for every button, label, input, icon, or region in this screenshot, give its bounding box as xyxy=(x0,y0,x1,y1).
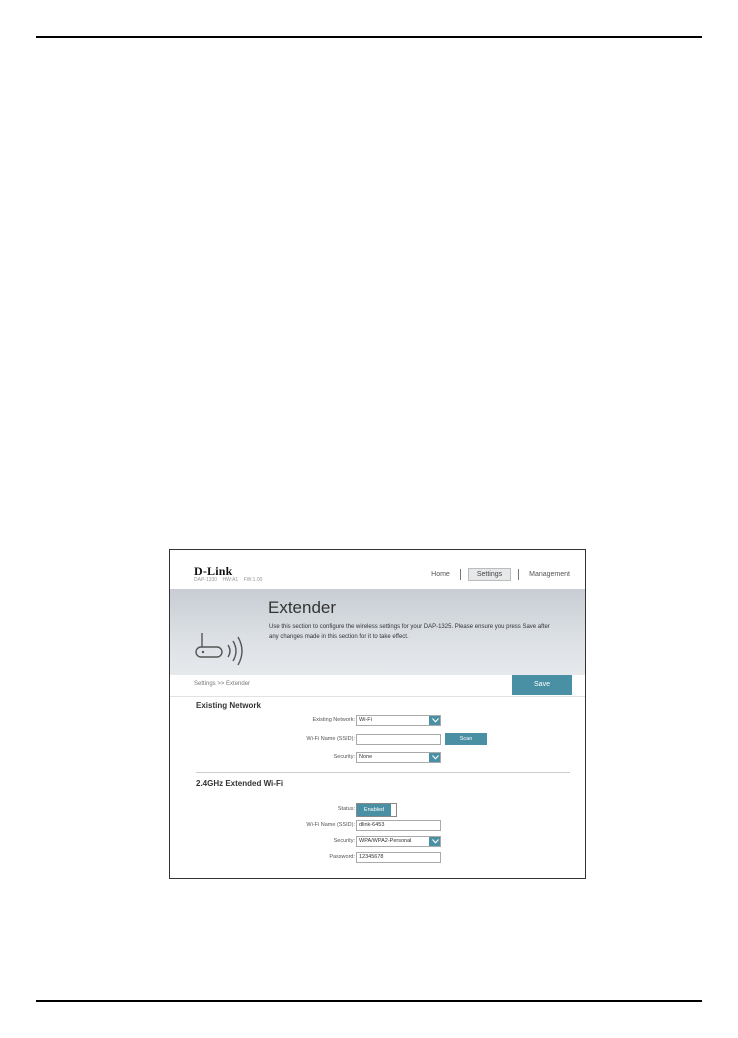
existing-security-value: None xyxy=(359,754,373,760)
fw-label: FW:1.00 xyxy=(243,577,263,583)
model-label: DAP-1330 xyxy=(194,577,218,583)
router-ui-screenshot xyxy=(169,549,586,879)
chevron-down-icon xyxy=(429,836,441,847)
top-bar xyxy=(170,550,585,589)
device-info xyxy=(194,577,266,583)
status-toggle[interactable] xyxy=(356,803,397,817)
extended-security-select[interactable] xyxy=(356,836,441,847)
extended-ssid-input[interactable]: dlink-6453 xyxy=(356,820,441,831)
existing-ssid-input[interactable] xyxy=(356,734,441,745)
password-input[interactable]: 12345678 xyxy=(356,852,441,863)
scan-button[interactable]: Scan xyxy=(445,733,487,745)
main-nav xyxy=(428,568,573,581)
existing-network-value: Wi-Fi xyxy=(359,717,372,723)
page-bottom-rule xyxy=(36,1000,702,1002)
status-label: Status: xyxy=(337,806,355,812)
nav-separator xyxy=(518,569,519,580)
extended-security-value: WPA/WPA2-Personal xyxy=(359,838,412,844)
existing-network-title: Existing Network xyxy=(196,701,261,710)
page-top-rule xyxy=(36,36,702,38)
password-label: Password: xyxy=(329,854,355,860)
breadcrumb[interactable]: Settings >> Extender xyxy=(194,681,251,687)
page-banner xyxy=(170,589,585,675)
nav-separator xyxy=(460,569,461,580)
existing-security-select[interactable] xyxy=(356,752,441,763)
status-toggle-value: Enabled xyxy=(357,804,391,816)
section-divider xyxy=(196,772,570,773)
chevron-down-icon xyxy=(429,752,441,763)
page-title: Extender xyxy=(268,598,337,617)
extended-wifi-title: 2.4GHz Extended Wi-Fi xyxy=(196,779,284,788)
chevron-down-icon xyxy=(429,715,441,726)
extended-ssid-label: Wi-Fi Name (SSID): xyxy=(306,822,355,828)
hw-label: HW:A1 xyxy=(222,577,239,583)
existing-ssid-label: Wi-Fi Name (SSID): xyxy=(306,736,355,742)
nav-home[interactable]: Home xyxy=(431,571,450,578)
nav-settings[interactable]: Settings xyxy=(468,568,511,581)
page-description: Use this section to configure the wireless settings for your DAP-1325. Please ensure you press Save after any changes made in this section for it to take effect. xyxy=(269,624,550,640)
existing-network-label: Existing Network: xyxy=(312,717,355,723)
existing-security-label: Security: xyxy=(333,754,355,760)
dlink-logo: D-Link xyxy=(194,564,233,578)
extended-security-label: Security: xyxy=(333,838,355,844)
save-button[interactable]: Save xyxy=(512,675,572,695)
extender-wifi-icon xyxy=(192,623,256,667)
nav-management[interactable]: Management xyxy=(529,571,570,578)
existing-network-select[interactable] xyxy=(356,715,441,726)
